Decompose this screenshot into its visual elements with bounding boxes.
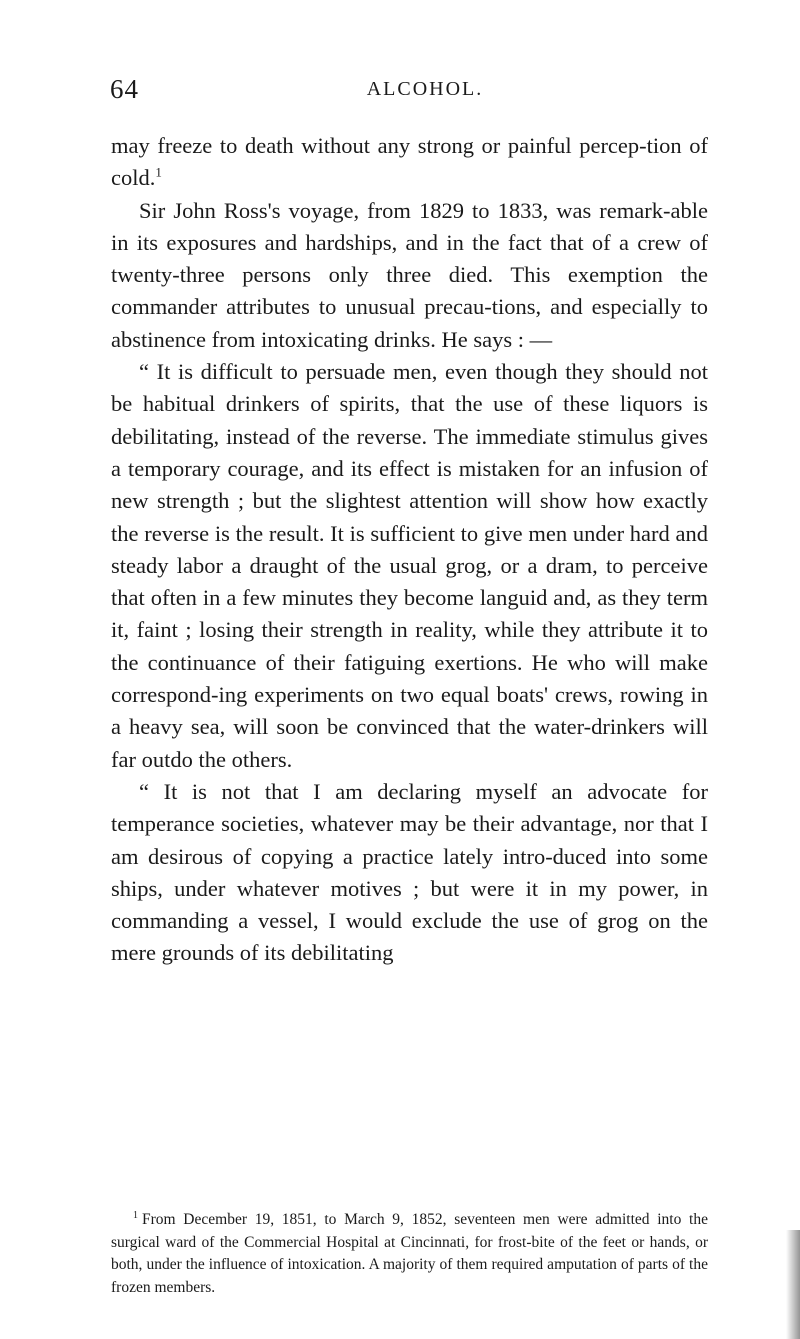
page-number: 64 xyxy=(110,74,139,104)
paragraph-4: “ It is not that I am declaring myself an advocate for temperance societies, whatever may be their advantage, nor that I am desirous of copying a practice lately intro-duced into some ships, under whatever motives ; but were it in my power, in commanding a vessel, I would exclude the use of grog on the mere grounds of its debilitating xyxy=(111,778,708,966)
body-text xyxy=(111,130,708,970)
footnote-text: From December 19, 1851, to March 9, 1852, seventeen men were admitted into the surgical ward of the Commercial Hospital at Cincinnati, for frost-bite of the feet or hands, or both, under the influence of intoxication. A majority of them required amputation of parts of the frozen members. xyxy=(111,1211,708,1296)
footnote-marker: 1 xyxy=(133,1209,138,1221)
page-edge-shadow xyxy=(786,1230,800,1339)
footnote-reference: 1 xyxy=(155,164,162,180)
footnote-1 xyxy=(111,1209,708,1299)
paragraph-1-text: may freeze to death without any strong or painful percep-tion of cold. xyxy=(111,133,708,191)
footnotes xyxy=(111,1209,708,1299)
paragraph-3: “ It is difficult to persuade men, even though they should not be habitual drinkers of spirits, that the use of these liquors is debilitating, instead of the reverse. The immediate stimulus gives a temporary courage, and its effect is mistaken for an infusion of new strength ; but the slightest attention will show how exactly the reverse is the result. It is sufficient to give men under hard and steady labor a draught of the usual grog, or a dram, to perceive that often in a few minutes they become languid and, as they term it, faint ; losing their strength in reality, while they attribute it to the continuance of their fatiguing exertions. He who will make correspond-ing experiments on two equal boats' crews, rowing in a heavy sea, will soon be convinced that the water-drinkers will far outdo the others. xyxy=(111,359,708,772)
page-header xyxy=(110,72,710,106)
paragraph-1 xyxy=(111,130,708,195)
paragraph-2: Sir John Ross's voyage, from 1829 to 1833, was remark-able in its exposures and hardships, and in the fact that of a crew of twenty-three persons only three died. This exemption the commander attributes to unusual precau-tions, and especially to abstinence from intoxicating drinks. He says : — xyxy=(111,197,708,352)
running-head: ALCOHOL. xyxy=(366,78,484,100)
